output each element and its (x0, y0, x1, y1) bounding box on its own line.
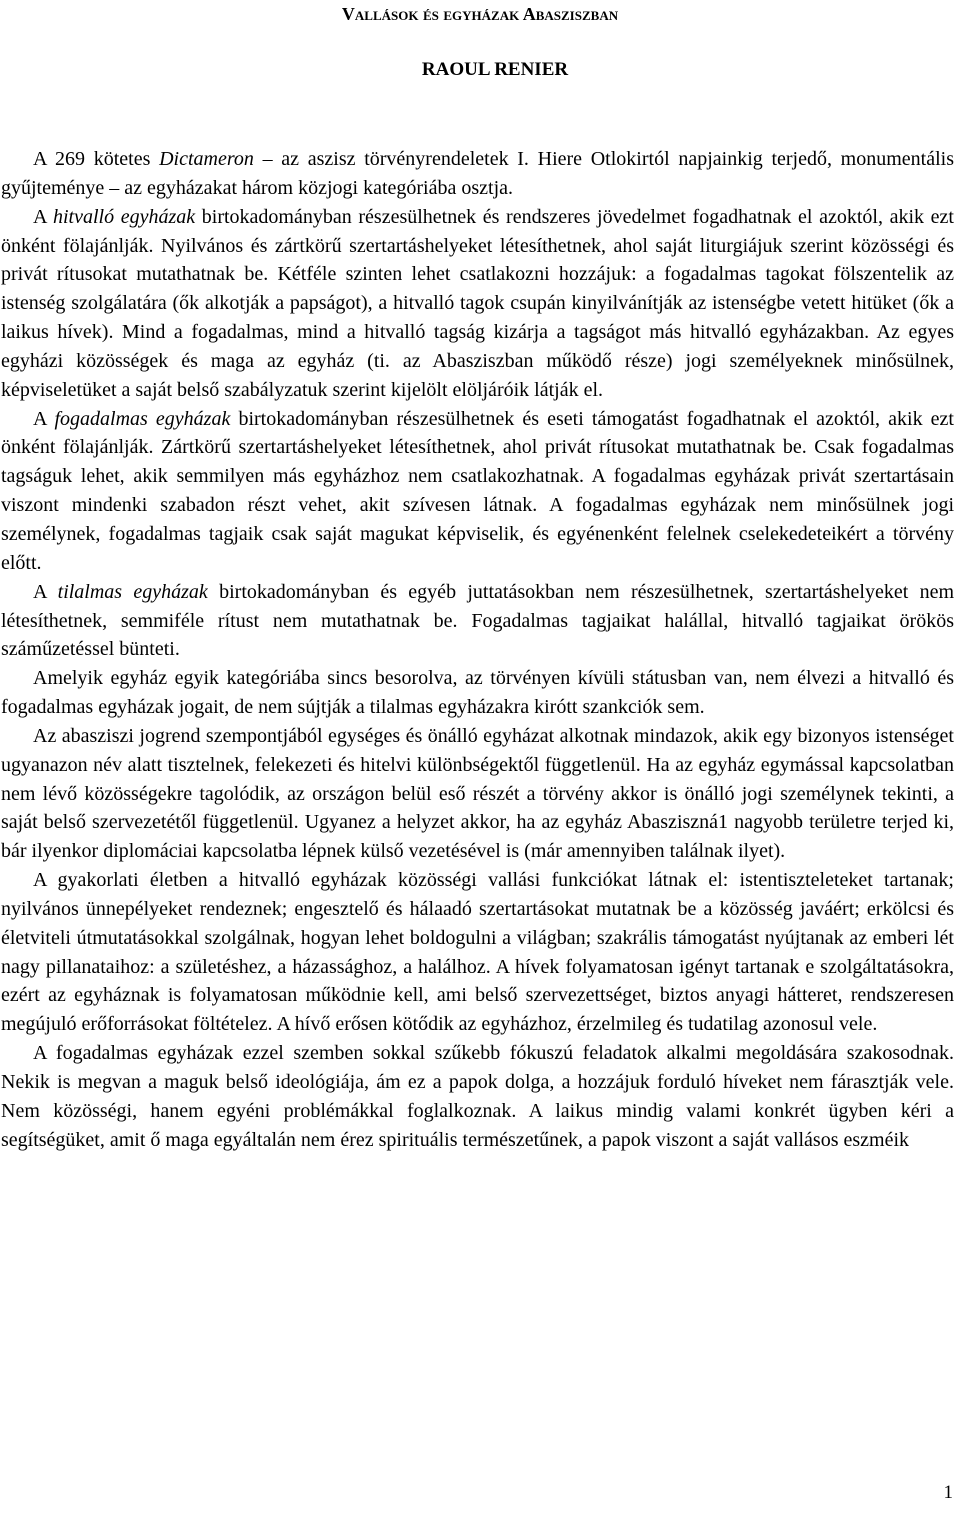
body-paragraph (1, 578, 954, 665)
page-number: 1 (943, 1482, 953, 1503)
body-paragraph (1, 866, 954, 1039)
document-body (1, 145, 954, 1155)
italic-term: fogadalmas egyházak (54, 407, 231, 430)
paragraph-text: A (33, 407, 55, 430)
paragraph-text: A fogadalmas egyházak ezzel szemben sokkal szűkebb fókuszú feladatok alkalmi megoldására szakosodnak. Nekik is megvan a maguk belső ideológiája, ám ez a papok dolga, a hozzájuk forduló híveket nem fárasztják vele. Nem közösségi, hanem egyéni problémákkal foglalkoznak. A laikus mindig valami konkrét ügyben kéri a segítségüket, amit ő maga egyáltalán nem érez spirituális természetűnek, a papok viszont a saját vallásos eszméik (1, 1042, 954, 1151)
paragraph-text: birtokadományban részesülhetnek és eseti támogatást fogadhatnak el azoktól, akik ezt önként fölajánlják. Zártkörű szertartáshelyeket létesíthetnek, ahol privát rítusokat mutathatnak be. Csak fogadalmas tagságuk lehet, akik semmilyen más egyházhoz nem csatlakozhatnak. A fogadalmas egyházak privát szertartásain viszont mindenki szabadon részt vehet, akit szívesen látnak. A fogadalmas egyházak nem minősülnek jogi személynek, fogadalmas tagjaik csak saját magukat képviselik, és egyénenként felelnek cselekedeteikért a törvény előtt. (1, 407, 954, 574)
italic-term: hitvalló egyházak (52, 205, 196, 228)
body-paragraph (1, 145, 954, 203)
body-paragraph (1, 664, 954, 722)
body-paragraph (1, 405, 954, 578)
paragraph-text: A (33, 580, 58, 603)
author-name: RAOUL RENIER (421, 59, 569, 80)
italic-term: Dictameron (159, 148, 254, 170)
paragraph-text: A (33, 205, 53, 228)
paragraph-text: A 269 kötetes (33, 148, 160, 170)
paragraph-text: birtokadományban részesülhetnek és rendszeres jövedelmet fogadhatnak el azoktól, akik ezt önként fölajánlják. Nyilvános és zártkörű szertartáshelyeket létesíthetnek, ahol saját liturgiájuk szerint közösségi és privát rítusokat mutathatnak be. Kétféle szinten lehet csatlakozni hozzájuk: a fogadalmas tagokat fölszentelik az istenség szolgálatára (ők alkotják a papságot), a hitvalló tagok csupán kinyilvánítják az istenségbe vetett hitüket (ők a laikus hívek). Mind a fogadalmas, mind a hitvalló tagság kizárja a tagságot más hitvalló egyházakban. Az egyes egyházi közösségek és maga az egyház (ti. az Abasziszban működő része) jogi személyeknek minősülnek, képviseletüket a saját belső szabályzatuk szerint kijelölt elöljáróik látják el. (1, 205, 954, 401)
body-paragraph (1, 203, 954, 405)
body-paragraph (1, 722, 954, 866)
paragraph-text: birtokadományban és egyéb juttatásokban nem részesülhetnek, szertartáshelyeket nem létesíthetnek, semmiféle rítust nem mutathatnak be. Fogadalmas tagjaikat halállal, hitvalló tagjaikat örökös száműzetéssel bünteti. (1, 580, 955, 661)
italic-term: tilalmas egyházak (57, 580, 208, 603)
paragraph-text: Az abasziszi jogrend szempontjából egységes és önálló egyházat alkotnak mindazok, akik egy bizonyos istenséget ugyanazon név alatt tisztelnek, felekezeti és hitelvi különbségektől függetlenül. Ha az egyház egymással kapcsolatban nem lévő közösségekre tagolódik, az országon belül eső részét a törvény akkor is önálló jogi személynek tekinti, a saját belső szervezetétől függetlenül. Ugyanez a helyzet akkor, ha az egyház Abasziszná1 nagyobb területre terjed ki, bár ilyenkor diplomáciai kapcsolatba lépnek külső vezetésével is (már amennyiben találnak ilyet). (1, 724, 954, 863)
paragraph-text: – az aszisz törvényrendeletek I. Hiere Otlokirtól napjainkig terjedő, monumentális gyűjteménye – az egyházakat három közjogi kategóriába osztja. (1, 148, 954, 199)
document-title: Vallások és egyházak Abasziszban (341, 4, 619, 24)
body-paragraph (1, 1039, 954, 1154)
paragraph-text: A gyakorlati életben a hitvalló egyházak közösségi vallási funkciókat látnak el: istentiszteleteket tartanak; nyilvános ünnepélyeket rendeznek; engesztelő és hálaadó szertartásokat mutatnak be a közösség javáért; erkölcsi és életviteli útmutatásokkal szolgálnak, hogyan lehet boldogulni a világban; szakrális támogatást nyújtanak az emberi lét nagy pillanataihoz: a születéshez, a házassághoz, a halálhoz. A hívek folyamatosan igényt tartanak e szolgáltatásokra, ezért az egyháznak is folyamatosan működnie kell, ami belső szervezettséget, biztos anyagi hátteret, rendszeresen megújuló erőforrásokat föltételez. A hívő erősen kötődik az egyházhoz, érzelmileg és tudatilag azonosul vele. (1, 869, 954, 1036)
paragraph-text: Amelyik egyház egyik kategóriába sincs besorolva, az törvényen kívüli státusban van, nem élvezi a hitvalló és fogadalmas egyházak jogait, de nem sújtják a tilalmas egyházakra kirótt szankciók sem. (1, 667, 954, 719)
